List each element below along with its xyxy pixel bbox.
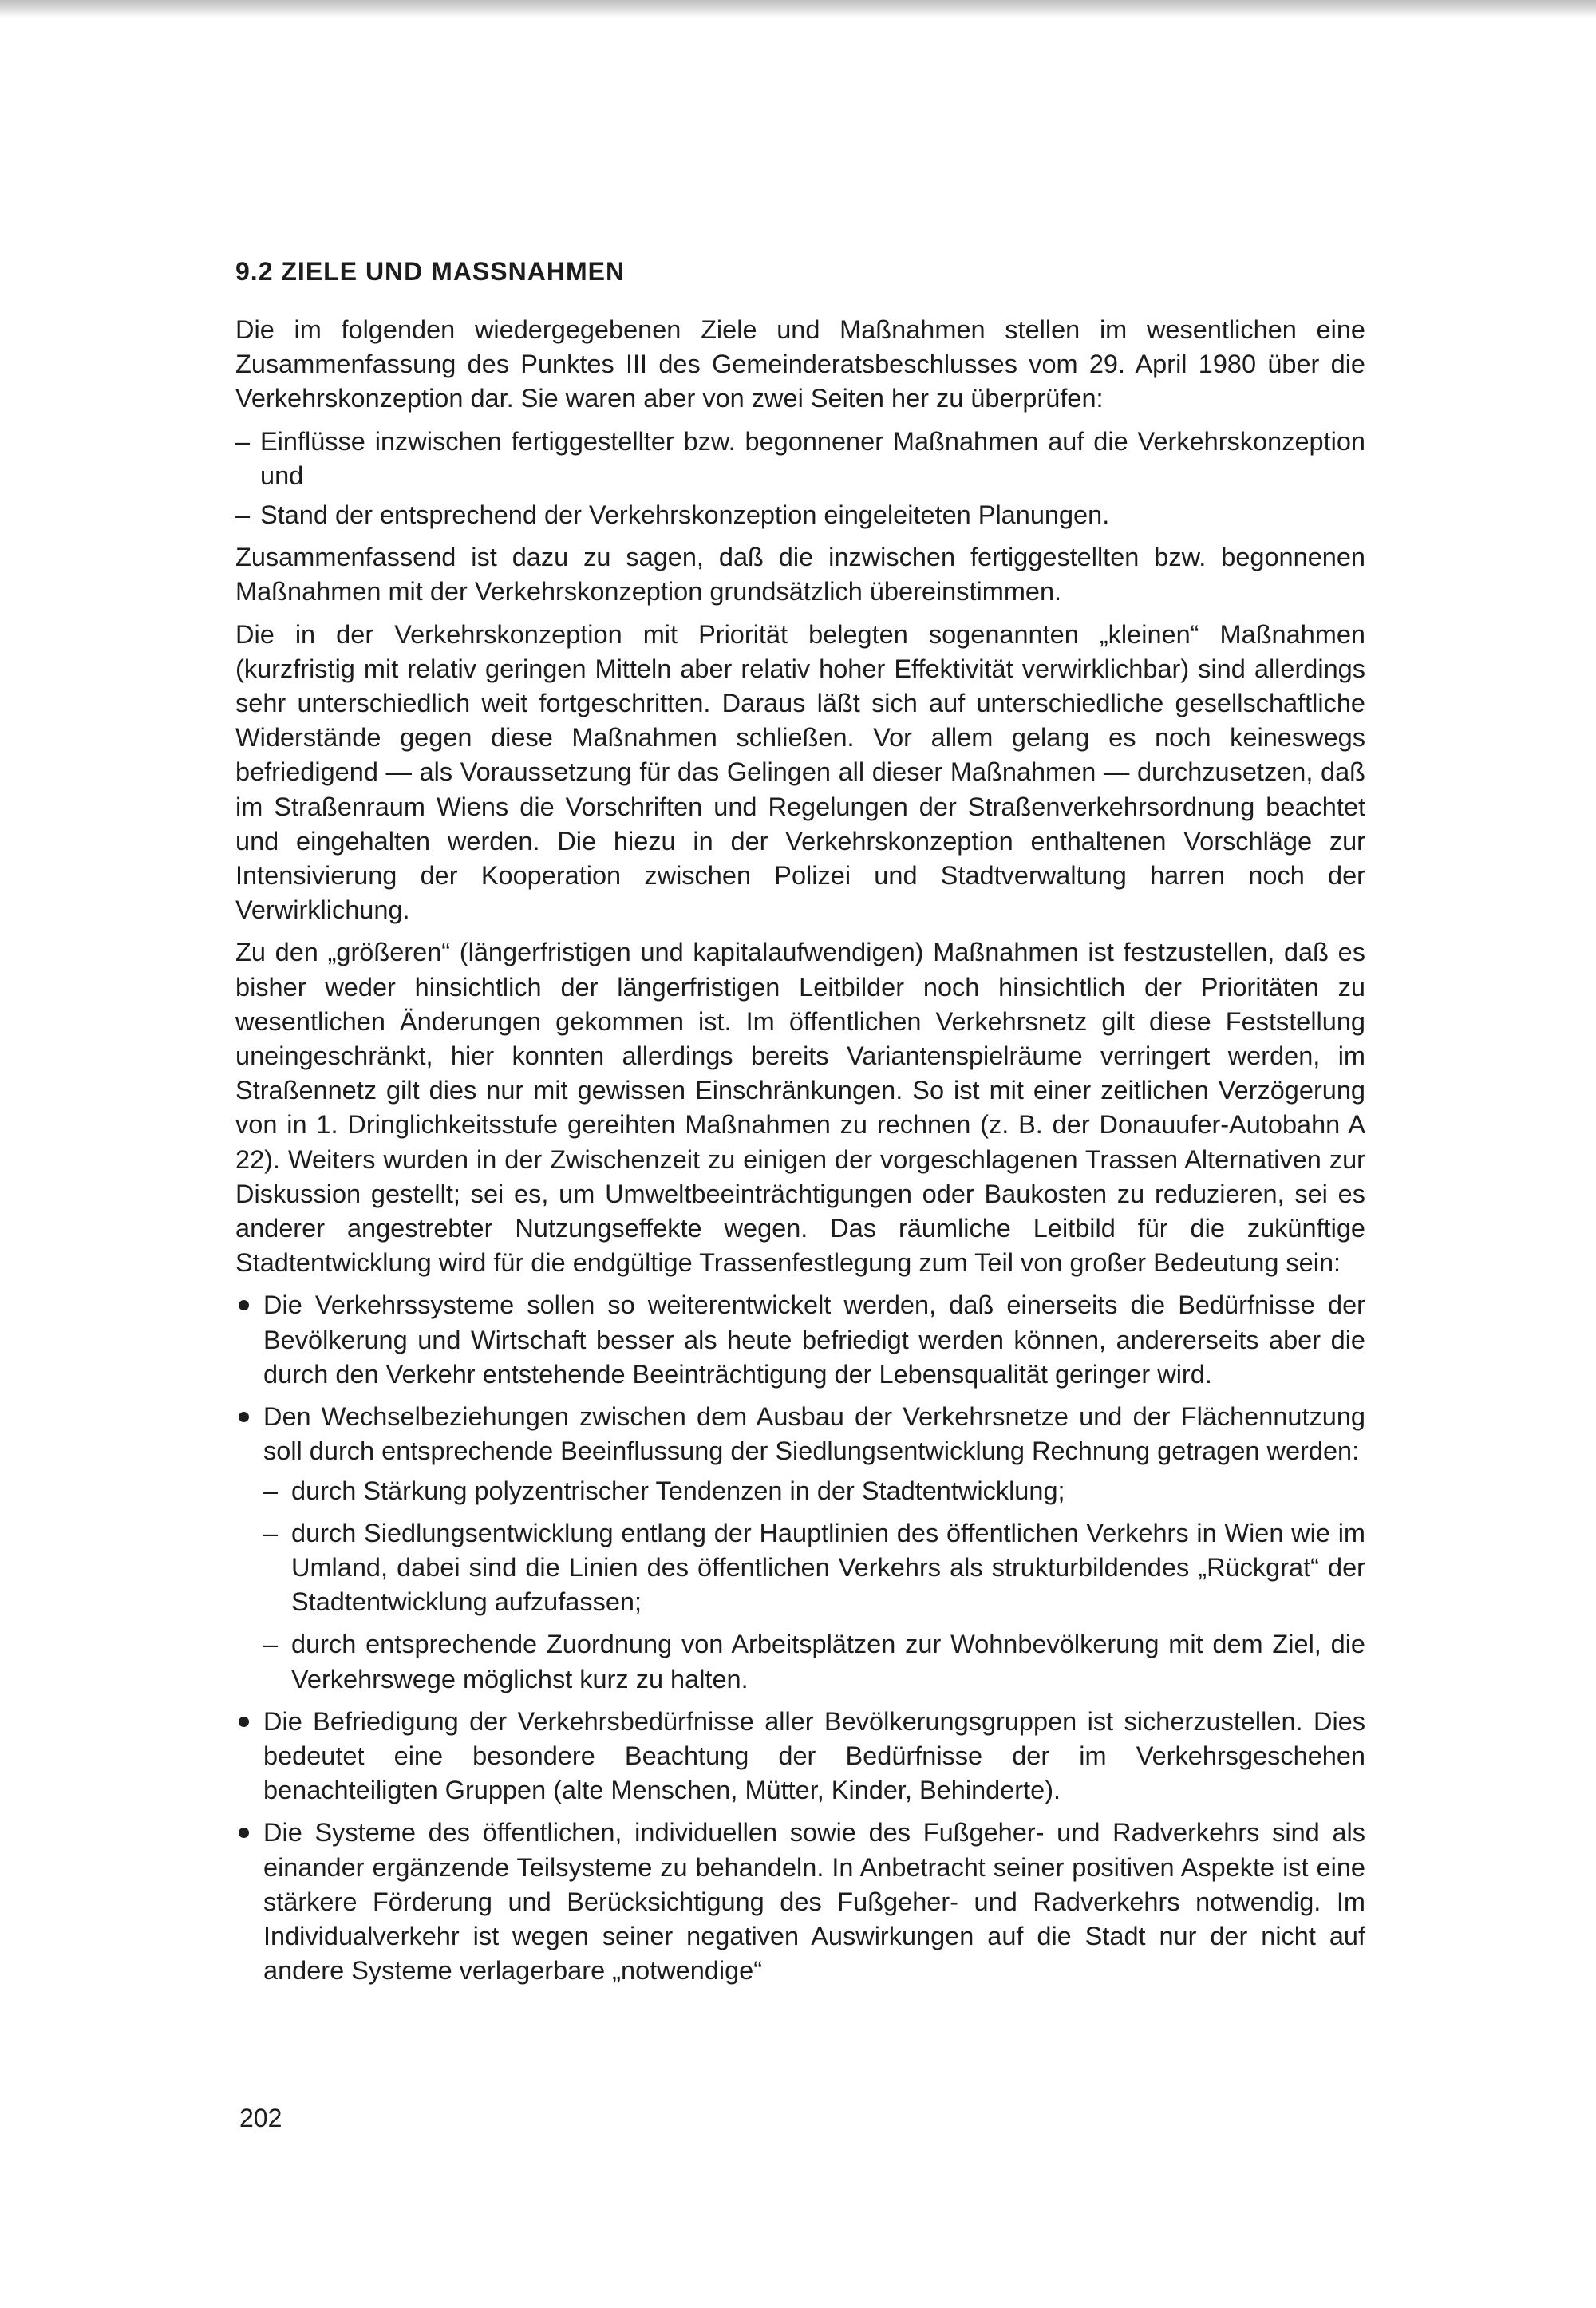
sub-item: – durch Siedlungsentwicklung entlang der Hauptlinien des öffentlichen Verkehrs in Wien wie im Umland, dabei sind die Linien des öffentlichen Verkehrs als strukturbildendes „Rückgrat“ der Stadtentwicklung aufzufassen; (263, 1516, 1365, 1620)
summary-paragraph: Zusammenfassend ist dazu zu sagen, daß die inzwischen fertiggestellten bzw. begonnenen Maßnahmen mit der Verkehrskonzeption grundsätzlich übereinstimmen. (235, 543, 1365, 607)
goal-text: Den Wechselbeziehungen zwischen dem Ausbau der Verkehrsnetze und der Flächennutzung soll durch entsprechende Beeinflussung der Siedlungsentwicklung Rechnung getragen werden: (263, 1402, 1365, 1466)
page-number: 202 (239, 2104, 282, 2132)
goal-text: Die Verkehrssysteme sollen so weiterentwickelt werden, daß einerseits die Bedürfnisse der Bevölkerung und Wirtschaft besser als heute befriedigt werden können, andererseits aber die durch den Verkehr entstehende Beeinträchtigung der Lebensqualität geringer wird. (263, 1290, 1365, 1389)
goal-item (235, 1816, 1365, 1988)
bullet-icon (239, 1412, 249, 1422)
section-heading: 9.2 ZIELE UND MASSNAHMEN (235, 257, 626, 286)
sub-item: – durch Stärkung polyzentrischer Tendenzen in der Stadtentwicklung; (263, 1474, 1365, 1508)
goal-text: Die Systeme des öffentlichen, individuellen sowie des Fußgeher- und Radverkehrs sind als einander ergänzende Teilsysteme zu behandeln. In Anbetracht seiner positiven Aspekte ist eine stärkere Förderung und Berücksichtigung des Fußgeher- und Radverkehrs notwendig. Im Individualverkehr ist wegen seiner negativen Auswirkungen auf die Stadt nur der nicht auf andere Systeme verlagerbare „notwendige“ (263, 1818, 1365, 1986)
goal-item (235, 1400, 1365, 1697)
sub-item: – durch entsprechende Zuordnung von Arbeitsplätzen zur Wohnbevölkerung mit dem Ziel, die Verkehrswege möglichst kurz zu halten. (263, 1627, 1365, 1696)
intro-paragraph: Die im folgenden wiedergegebenen Ziele und Maßnahmen stellen im wesentlichen eine Zusammenfassung des Punktes III des Gemeinderatsbeschlusses vom 29. April 1980 über die Verkehrskonzeption dar. Sie waren aber von zwei Seiten her zu überprüfen: (235, 315, 1365, 413)
bullet-icon (239, 1717, 249, 1727)
goal-item (235, 1288, 1365, 1392)
goal-text: Die Befriedigung der Verkehrsbedürfnisse aller Bevölkerungsgruppen ist sicherzustellen. Dies bedeutet eine besondere Beachtung der Bedürfnisse der im Verkehrsgeschehen benachteiligten Gruppen (alte Menschen, Mütter, Kinder, Behinderte). (263, 1706, 1365, 1805)
check-item: – Stand der entsprechend der Verkehrskonzeption eingeleiteten Planungen. (235, 498, 1365, 532)
body-text (235, 313, 1365, 1988)
bullet-icon (239, 1828, 249, 1838)
bullet-icon (239, 1300, 249, 1310)
goal-item (235, 1705, 1365, 1808)
small-measures-paragraph: Die in der Verkehrskonzeption mit Priorität belegten sogenannten „kleinen“ Maßnahmen (kurzfristig mit relativ geringen Mitteln aber relativ hoher Effektivität verwirklichbar) sind allerdings sehr unterschiedlich weit fortgeschritten. Daraus läßt sich auf unterschiedliche gesellschaftliche Widerstände gegen diese Maßnahmen schließen. Vor allem gelang es noch keineswegs befriedigend — als Voraussetzung für das Gelingen all dieser Maßnahmen — durchzusetzen, daß im Straßenraum Wiens die Vorschriften und Regelungen der Straßenverkehrsordnung beachtet und eingehalten werden. Die hiezu in der Verkehrskonzeption enthaltenen Vorschläge zur Intensivierung der Kooperation zwischen Polizei und Stadtverwaltung harren noch der Verwirklichung. (235, 619, 1365, 925)
check-list (235, 425, 1365, 533)
settlement-measures-list (263, 1474, 1365, 1697)
document-page (235, 254, 1365, 1996)
scan-edge (0, 0, 1596, 18)
large-measures-paragraph: Zu den „größeren“ (längerfristigen und kapitalaufwendigen) Maßnahmen ist festzustellen, daß es bisher weder hinsichtlich der längerfristigen Leitbilder noch hinsichtlich der Prioritäten zu wesentlichen Änderungen gekommen ist. Im öffentlichen Verkehrsnetz gilt diese Feststellung uneingeschränkt, hier konnten allerdings bereits Variantenspielräume verringert werden, im Straßennetz gilt dies nur mit gewissen Einschränkungen. So ist mit einer zeitlichen Verzögerung von in 1. Dringlichkeitsstufe gereihten Maßnahmen zu rechnen (z. B. der Donauufer-Autobahn A 22). Weiters wurden in der Zwischenzeit zu einigen der vorgeschlagenen Trassen Alternativen zur Diskussion gestellt; sei es, um Umweltbeeinträchtigungen oder Baukosten zu reduzieren, sei es anderer angestrebter Nutzungseffekte wegen. Das räumliche Leitbild für die zukünftige Stadtentwicklung wird für die endgültige Trassenfestlegung zum Teil von großer Bedeutung sein: (235, 938, 1365, 1278)
goals-list (235, 1288, 1365, 1988)
check-item: – Einflüsse inzwischen fertiggestellter bzw. begonnener Maßnahmen auf die Verkehrskonzeption und (235, 425, 1365, 493)
